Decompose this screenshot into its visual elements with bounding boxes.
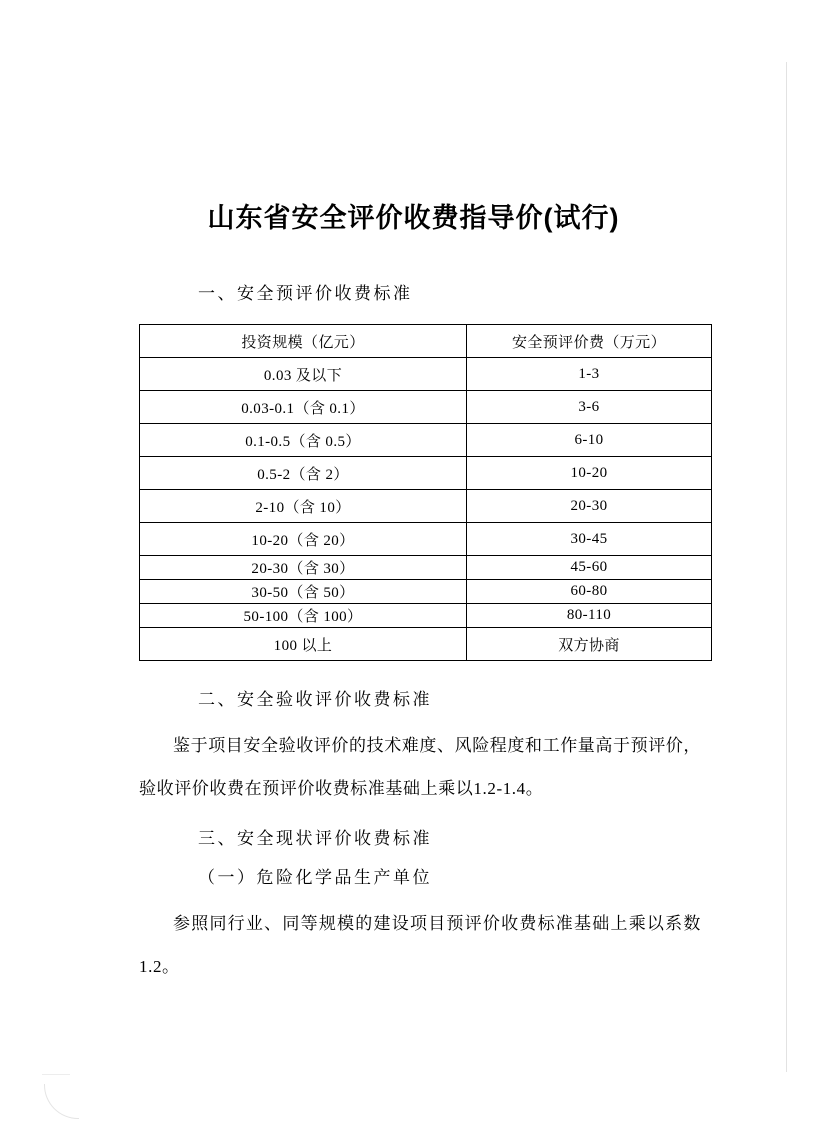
table-cell-fee: 3-6 bbox=[467, 391, 712, 424]
table-cell-fee: 10-20 bbox=[467, 457, 712, 490]
table-cell-scale: 0.03 及以下 bbox=[140, 358, 467, 391]
table-row bbox=[140, 457, 712, 490]
section-heading-1: 一、安全预评价收费标准 bbox=[198, 284, 413, 303]
table-header-fee: 安全预评价费（万元） bbox=[467, 325, 712, 358]
table-header-investment-scale: 投资规模（亿元） bbox=[140, 325, 467, 358]
table-row bbox=[140, 358, 712, 391]
table-cell-fee: 80-110 bbox=[467, 604, 712, 628]
table-row bbox=[140, 391, 712, 424]
table-cell-fee: 60-80 bbox=[467, 580, 712, 604]
table-row bbox=[140, 628, 712, 661]
section-2-paragraph: 鉴于项目安全验收评价的技术难度、风险程度和工作量高于预评价，验收评价收费在预评价收费标准基础上乘以1.2-1.4。 bbox=[139, 736, 701, 798]
table-cell-scale: 20-30（含 30） bbox=[140, 556, 467, 580]
section-heading-3: 三、安全现状评价收费标准 bbox=[198, 829, 432, 848]
section-heading-2: 二、安全验收评价收费标准 bbox=[198, 690, 432, 709]
table-cell-fee: 30-45 bbox=[467, 523, 712, 556]
section-3-sub1-body bbox=[139, 902, 701, 988]
section-3-subheading-1: （一）危险化学品生产单位 bbox=[198, 868, 432, 887]
table-cell-scale: 50-100（含 100） bbox=[140, 604, 467, 628]
table-row bbox=[140, 580, 712, 604]
table-header-row bbox=[140, 325, 712, 358]
section-3-sub1-paragraph: 参照同行业、同等规模的建设项目预评价收费标准基础上乘以系数1.2。 bbox=[139, 914, 701, 976]
table-cell-scale: 0.03-0.1（含 0.1） bbox=[140, 391, 467, 424]
table-cell-fee: 45-60 bbox=[467, 556, 712, 580]
page-title: 山东省安全评价收费指导价(试行) bbox=[207, 203, 620, 233]
table-row bbox=[140, 523, 712, 556]
table-cell-fee: 1-3 bbox=[467, 358, 712, 391]
table-cell-scale: 2-10（含 10） bbox=[140, 490, 467, 523]
table-cell-fee: 20-30 bbox=[467, 490, 712, 523]
table-row bbox=[140, 424, 712, 457]
section-2-body bbox=[139, 724, 701, 810]
page-corner-fold bbox=[44, 1084, 79, 1119]
fee-table bbox=[139, 324, 712, 661]
table-cell-scale: 0.1-0.5（含 0.5） bbox=[140, 424, 467, 457]
table-cell-scale: 10-20（含 20） bbox=[140, 523, 467, 556]
table-row bbox=[140, 556, 712, 580]
table-row bbox=[140, 490, 712, 523]
page-edge-guide-left bbox=[42, 1074, 70, 1075]
table-row bbox=[140, 604, 712, 628]
table-cell-scale: 100 以上 bbox=[140, 628, 467, 661]
table-cell-scale: 30-50（含 50） bbox=[140, 580, 467, 604]
table-cell-scale: 0.5-2（含 2） bbox=[140, 457, 467, 490]
table-cell-fee: 6-10 bbox=[467, 424, 712, 457]
table-cell-fee: 双方协商 bbox=[467, 628, 712, 661]
